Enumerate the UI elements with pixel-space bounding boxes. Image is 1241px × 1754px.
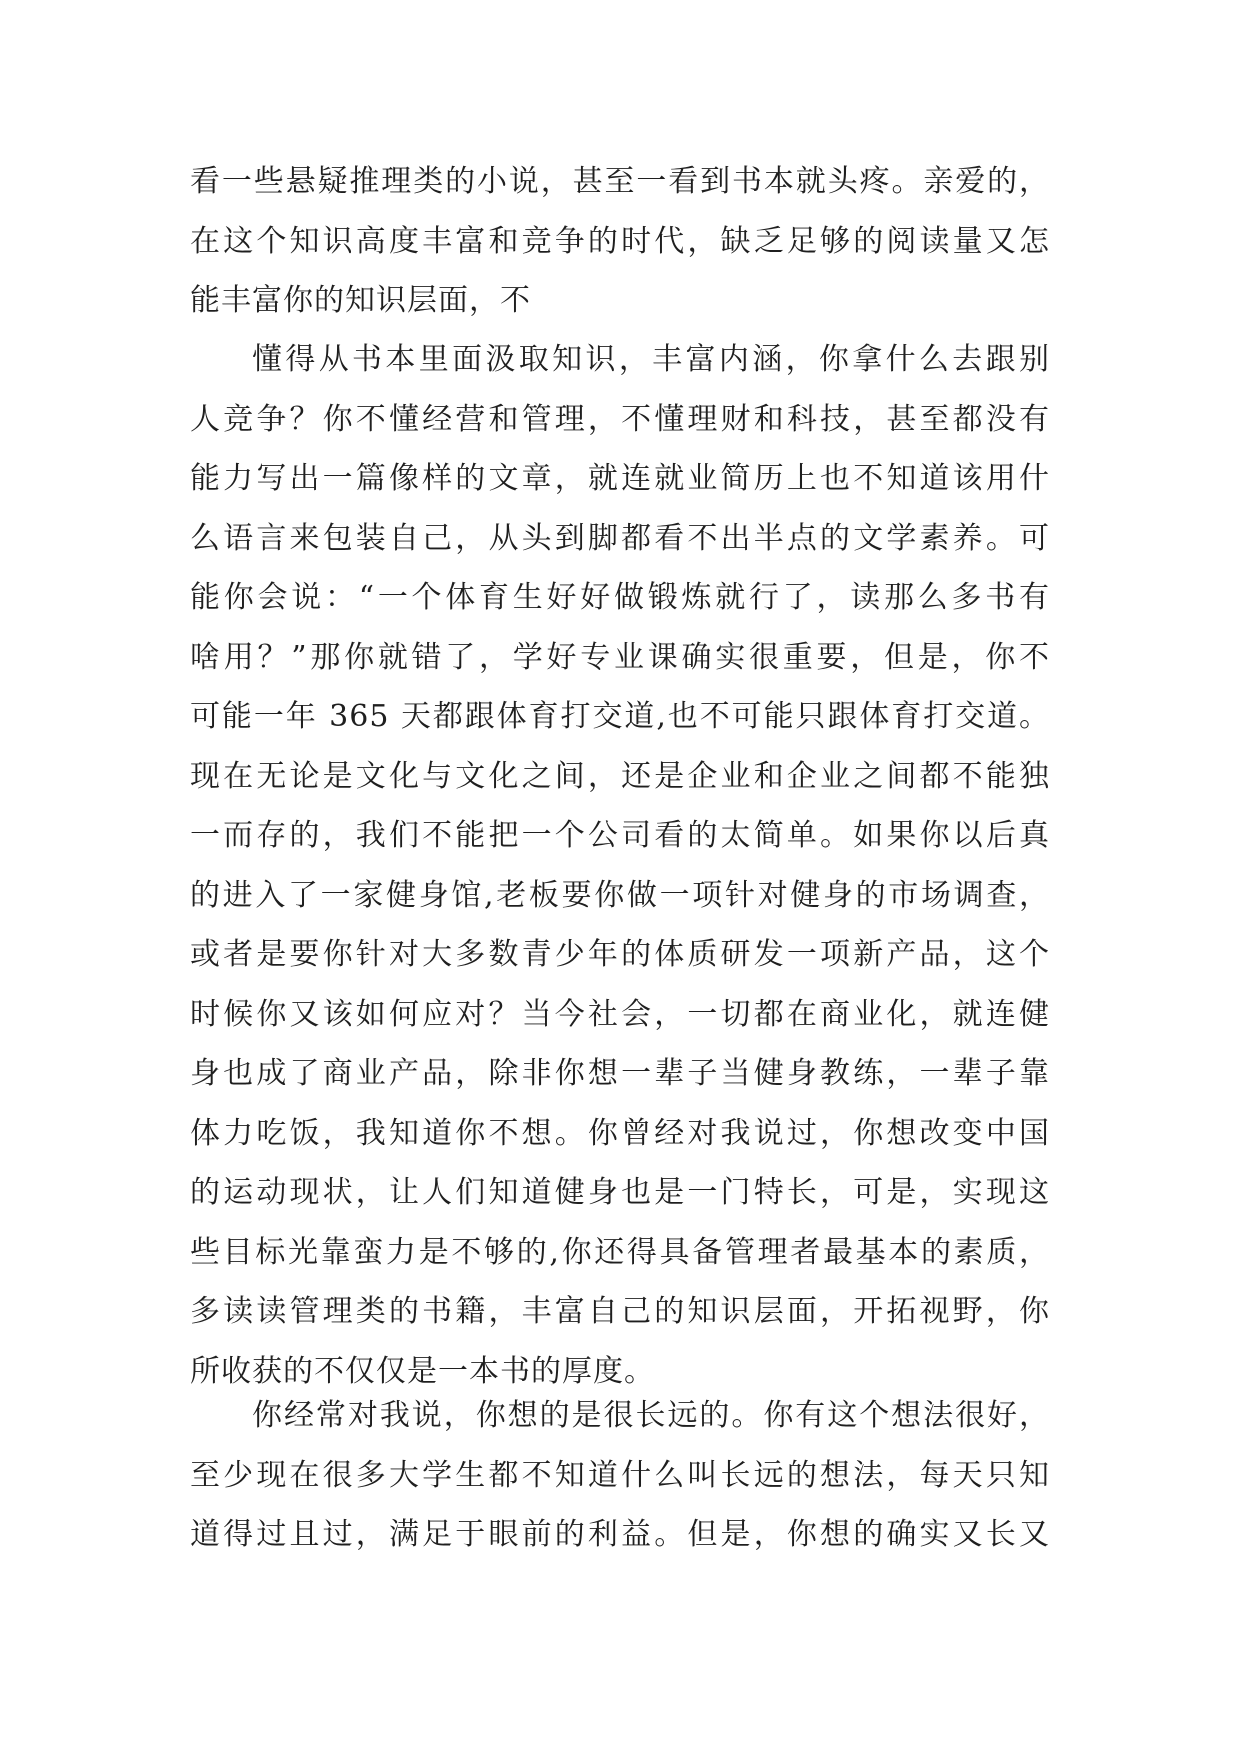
text-line: 么语言来包装自己，从头到脚都看不出半点的文学素养。可 [190, 520, 1050, 556]
text-line: 能你会说：“一个体育生好好做锻炼就行了，读那么多书有 [190, 580, 1050, 615]
paragraph-1 [190, 152, 1050, 331]
text-line: 能丰富你的知识层面，不 [190, 283, 531, 318]
text-line: 啥用？”那你就错了，学好专业课确实很重要，但是，你不 [190, 639, 1050, 675]
text-line: 多读读管理类的书籍，丰富自己的知识层面，开拓视野，你 [190, 1294, 1050, 1329]
text-line: 懂得从书本里面汲取知识，丰富内涵，你拿什么去跟别 [252, 342, 1050, 377]
text-line: 能力写出一篇像样的文章，就连就业简历上也不知道该用什 [190, 461, 1050, 496]
text-line: 所收获的不仅仅是一本书的厚度。 [190, 1353, 655, 1389]
text-line: 体力吃饭，我知道你不想。你曾经对我说过，你想改变中国 [190, 1115, 1050, 1151]
text-line: 看一些悬疑推理类的小说，甚至一看到书本就头疼。亲爱的， [190, 164, 1050, 199]
text-line: 现在无论是文化与文化之间，还是企业和企业之间都不能独 [190, 758, 1050, 794]
paragraph-2 [190, 330, 1050, 1401]
text-line: 的进入了一家健身馆,老板要你做一项针对健身的市场调查， [190, 877, 1050, 913]
text-line: 道得过且过，满足于眼前的利益。但是，你想的确实又长又 [190, 1517, 1050, 1552]
text-line: 你经常对我说，你想的是很长远的。你有这个想法很好， [252, 1398, 1050, 1433]
text-line: 身也成了商业产品，除非你想一辈子当健身教练，一辈子靠 [190, 1056, 1050, 1091]
text-line: 或者是要你针对大多数青少年的体质研发一项新产品，这个 [190, 937, 1050, 972]
text-line: 些目标光靠蛮力是不够的,你还得具备管理者最基本的素质， [190, 1234, 1050, 1270]
paragraph-3 [190, 1386, 1050, 1565]
text-line: 一而存的，我们不能把一个公司看的太简单。如果你以后真 [190, 818, 1050, 853]
text-line: 时候你又该如何应对？当今社会，一切都在商业化，就连健 [190, 996, 1050, 1032]
text-line: 人竞争？你不懂经营和管理，不懂理财和科技，甚至都没有 [190, 401, 1050, 437]
text-line: 至少现在很多大学生都不知道什么叫长远的想法，每天只知 [190, 1457, 1050, 1493]
text-line: 的运动现状，让人们知道健身也是一门特长，可是，实现这 [190, 1175, 1050, 1210]
text-line: 可能一年 365 天都跟体育打交道,也不可能只跟体育打交道。 [190, 699, 1050, 734]
text-line: 在这个知识高度丰富和竞争的时代，缺乏足够的阅读量又怎 [190, 223, 1050, 259]
